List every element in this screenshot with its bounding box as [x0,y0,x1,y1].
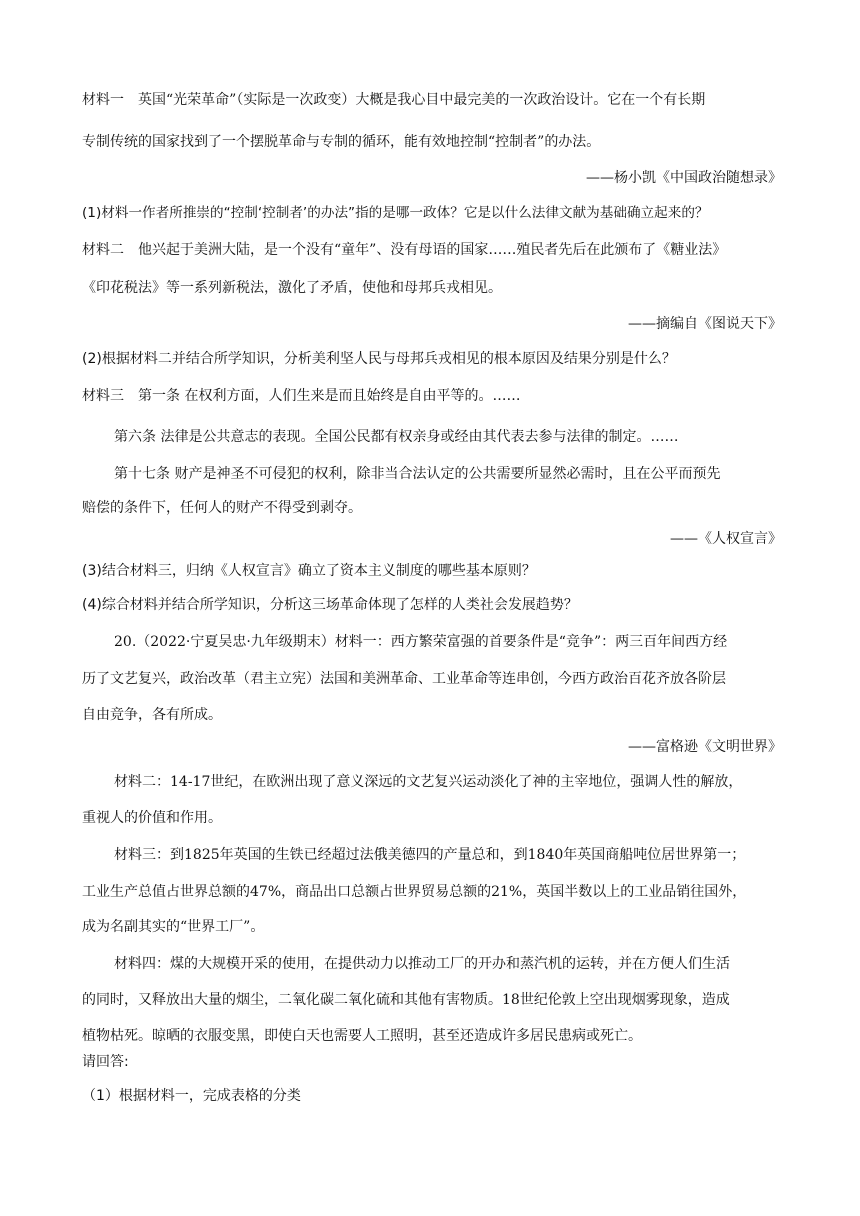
q20-material-1-source: ——富格逊《文明世界》 [628,739,782,755]
material-3-source: ——《人权宣言》 [670,531,782,547]
q20-material-3-line-2: 工业生产总值占世界总额的47%，商品出口总额占世界贸易总额的21%，英国半数以上的工业品销往国外， [82,884,747,900]
answer-prompt: 请回答: [82,1054,129,1070]
q20-question-1: （1）根据材料一，完成表格的分类 [82,1088,301,1104]
question-4: (4)综合材料并结合所学知识，分析这三场革命体现了怎样的人类社会发展趋势？ [82,597,578,613]
material-3-article-6: 第六条 法律是公共意志的表现。全国公民都有权亲身或经由其代表去参与法律的制定。…… [114,429,679,445]
material-1-line-1: 材料一 英国“光荣革命”（实际是一次政变）大概是我心目中最完美的一次政治设计。它在一个有长期 [82,92,706,108]
question-3: (3)结合材料三，归纳《人权宣言》确立了资本主义制度的哪些基本原则？ [82,563,536,579]
q20-material-4-line-1: 材料四：煤的大规模开采的使用，在提供动力以推动工厂的开办和蒸汽机的运转，并在方便人们生活 [114,956,730,972]
q20-material-2-line-2: 重视人的价值和作用。 [82,810,222,826]
question-1: (1)材料一作者所推崇的“控制‘控制者’的办法”指的是哪一政体？它是以什么法律文献为基础确立起来的？ [82,205,709,221]
material-2-line-2: 《印花税法》等一系列新税法，激化了矛盾，使他和母邦兵戎相见。 [82,280,502,296]
material-2-source: ——摘编自《图说天下》 [628,316,782,332]
question-2: (2)根据材料二并结合所学知识，分析美利坚人民与母邦兵戎相见的根本原因及结果分别是什么？ [82,351,676,367]
q20-material-1-line-1: 20.（2022·宁夏吴忠·九年级期末）材料一：西方繁荣富强的首要条件是“竞争”：两三百年间西方经 [114,634,728,650]
q20-material-3-line-1: 材料三：到1825年英国的生铁已经超过法俄美德四的产量总和，到1840年英国商船吨位居世界第一； [114,847,746,863]
q20-material-4-line-3: 植物枯死。晾晒的衣服变黑，即使白天也需要人工照明，甚至还造成许多居民患病或死亡。 [82,1028,642,1044]
q20-material-2-line-1: 材料二：14-17世纪，在欧洲出现了意义深远的文艺复兴运动淡化了神的主宰地位，强调人性的解放， [114,774,743,790]
material-2-line-1: 材料二 他兴起于美洲大陆，是一个没有“童年”、没有母语的国家……殖民者先后在此颁布了《糖业法》 [82,242,727,258]
q20-material-1-line-3: 自由竞争，各有所成。 [82,707,222,723]
material-3-article-17-line-1: 第十七条 财产是神圣不可侵犯的权利，除非当合法认定的公共需要所显然必需时，且在公平而预先 [114,466,721,482]
q20-material-4-line-2: 的同时，又释放出大量的烟尘，二氧化碳二氧化硫和其他有害物质。18世纪伦敦上空出现烟雾现象，造成 [82,992,730,1008]
material-1-source: ——杨小凯《中国政治随想录》 [586,170,782,186]
material-3-article-17-line-2: 赔偿的条件下，任何人的财产不得受到剥夺。 [82,500,362,516]
material-3-line-1: 材料三 第一条 在权利方面，人们生来是而且始终是自由平等的。…… [82,388,521,404]
material-1-line-2: 专制传统的国家找到了一个摆脱革命与专制的循环，能有效地控制“控制者”的办法。 [82,134,601,150]
q20-material-1-line-2: 历了文艺复兴，政治改革（君主立宪）法国和美洲革命、工业革命等连串创，今西方政治百花齐放各阶层 [82,671,726,687]
q20-material-3-line-3: 成为名副其实的“世界工厂”。 [82,919,265,935]
